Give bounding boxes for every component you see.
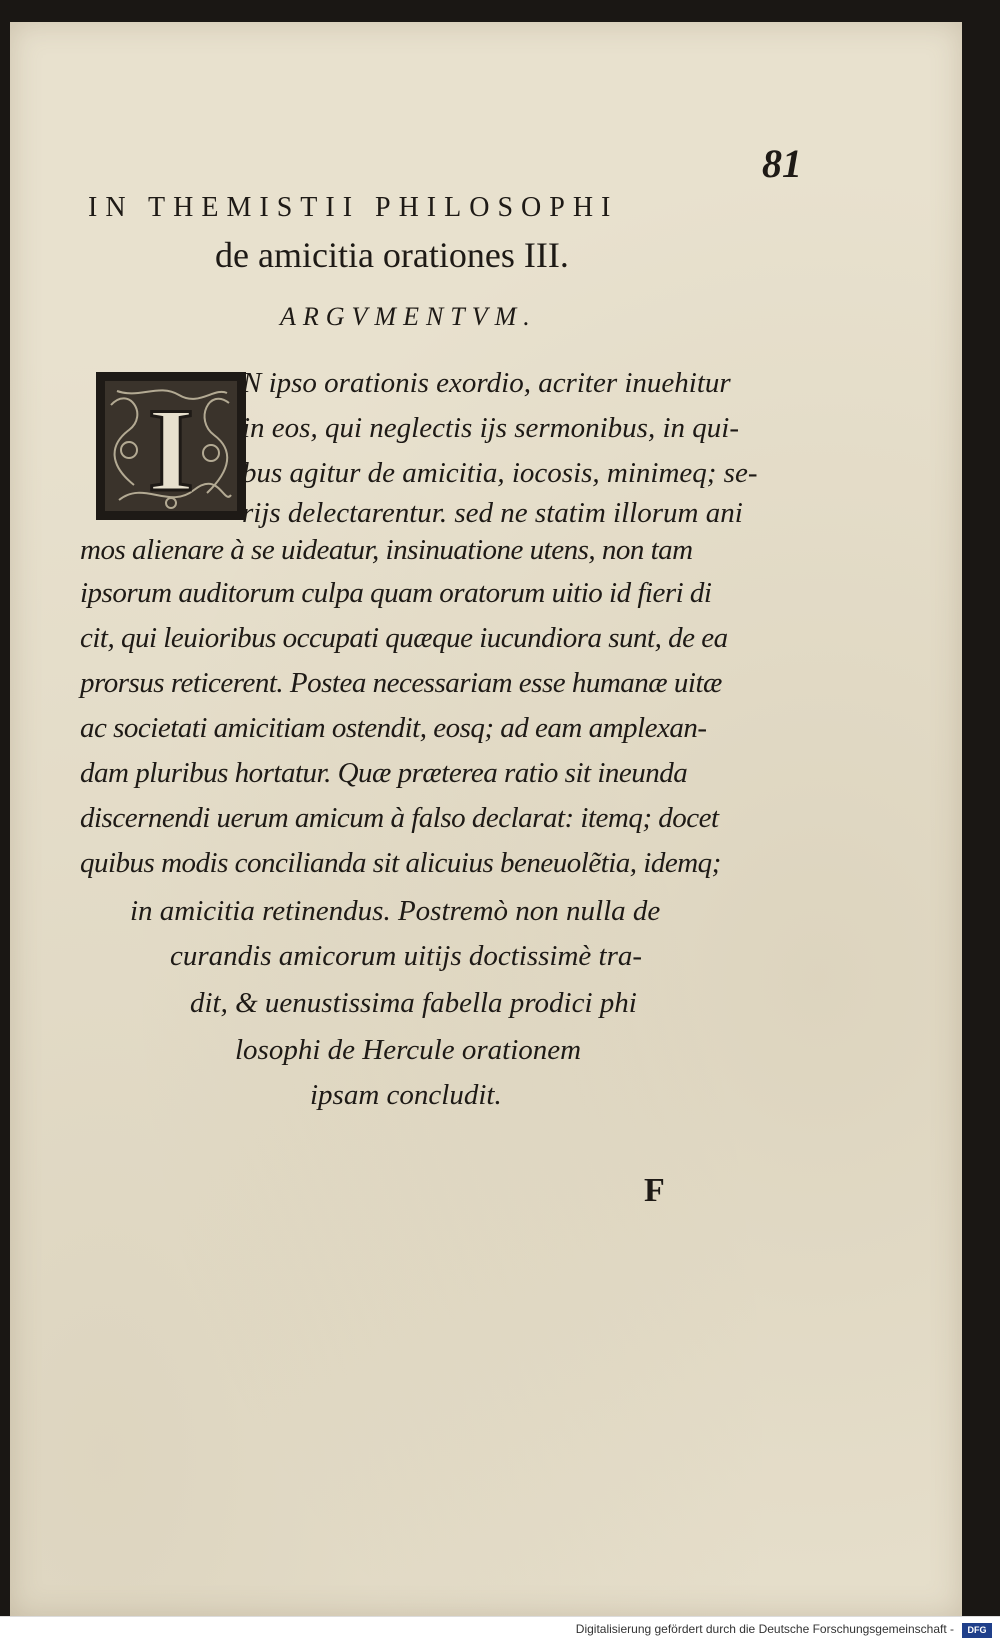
- body-line: quibus modis concilianda sit alicuius beneuolẽtia, idemq;: [80, 847, 721, 879]
- body-line: dit, & uenustissima fabella prodici phi: [190, 987, 637, 1019]
- body-line: cit, qui leuioribus occupati quæque iucundiora sunt, de ea: [80, 622, 728, 654]
- body-line: in amicitia retinendus. Postremò non nulla de: [130, 895, 661, 927]
- funding-notice: Digitalisierung gefördert durch die Deutsche Forschungsgemeinschaft -: [575, 1622, 954, 1636]
- body-line: dam pluribus hortatur. Quæ præterea ratio sit ineunda: [80, 757, 688, 789]
- argument-title: ARGVMENTVM.: [280, 302, 537, 331]
- body-line: in eos, qui neglectis ijs sermonibus, in qui-: [242, 412, 739, 444]
- book-page: [10, 22, 962, 1617]
- body-line: ac societati amicitiam ostendit, eosq; ad eam amplexan-: [80, 712, 707, 744]
- body-line: discernendi uerum amicum à falso declarat: itemq; docet: [80, 802, 719, 834]
- initial-letter-glyph: I: [147, 383, 195, 516]
- body-line: ipsorum auditorum culpa quam oratorum uitio id fieri di: [80, 577, 712, 609]
- argument-body: [10, 22, 962, 1617]
- folio-number: 81: [762, 141, 802, 186]
- heading-line-2: de amicitia orationes III.: [215, 235, 569, 275]
- body-line: ipsam concludit.: [310, 1079, 502, 1111]
- signature-mark: F: [644, 1172, 665, 1209]
- body-line: losophi de Hercule orationem: [235, 1034, 582, 1066]
- body-line: curandis amicorum uitijs doctissimè tra-: [170, 940, 643, 972]
- heading-line-1: IN THEMISTII PHILOSOPHI: [88, 192, 619, 223]
- body-line: N ipso orationis exordio, acriter inuehitur: [242, 367, 731, 399]
- dfg-logo: DFG: [962, 1623, 992, 1638]
- body-line: prorsus reticerent. Postea necessariam esse humanæ uitæ: [80, 667, 722, 699]
- body-line: rijs delectarentur. sed ne statim illorum ani: [242, 497, 743, 529]
- footer-bar: [0, 1616, 1000, 1644]
- body-line: bus agitur de amicitia, iocosis, minimeq; se-: [242, 457, 758, 489]
- body-line: mos alienare à se uideatur, insinuatione utens, non tam: [80, 534, 693, 566]
